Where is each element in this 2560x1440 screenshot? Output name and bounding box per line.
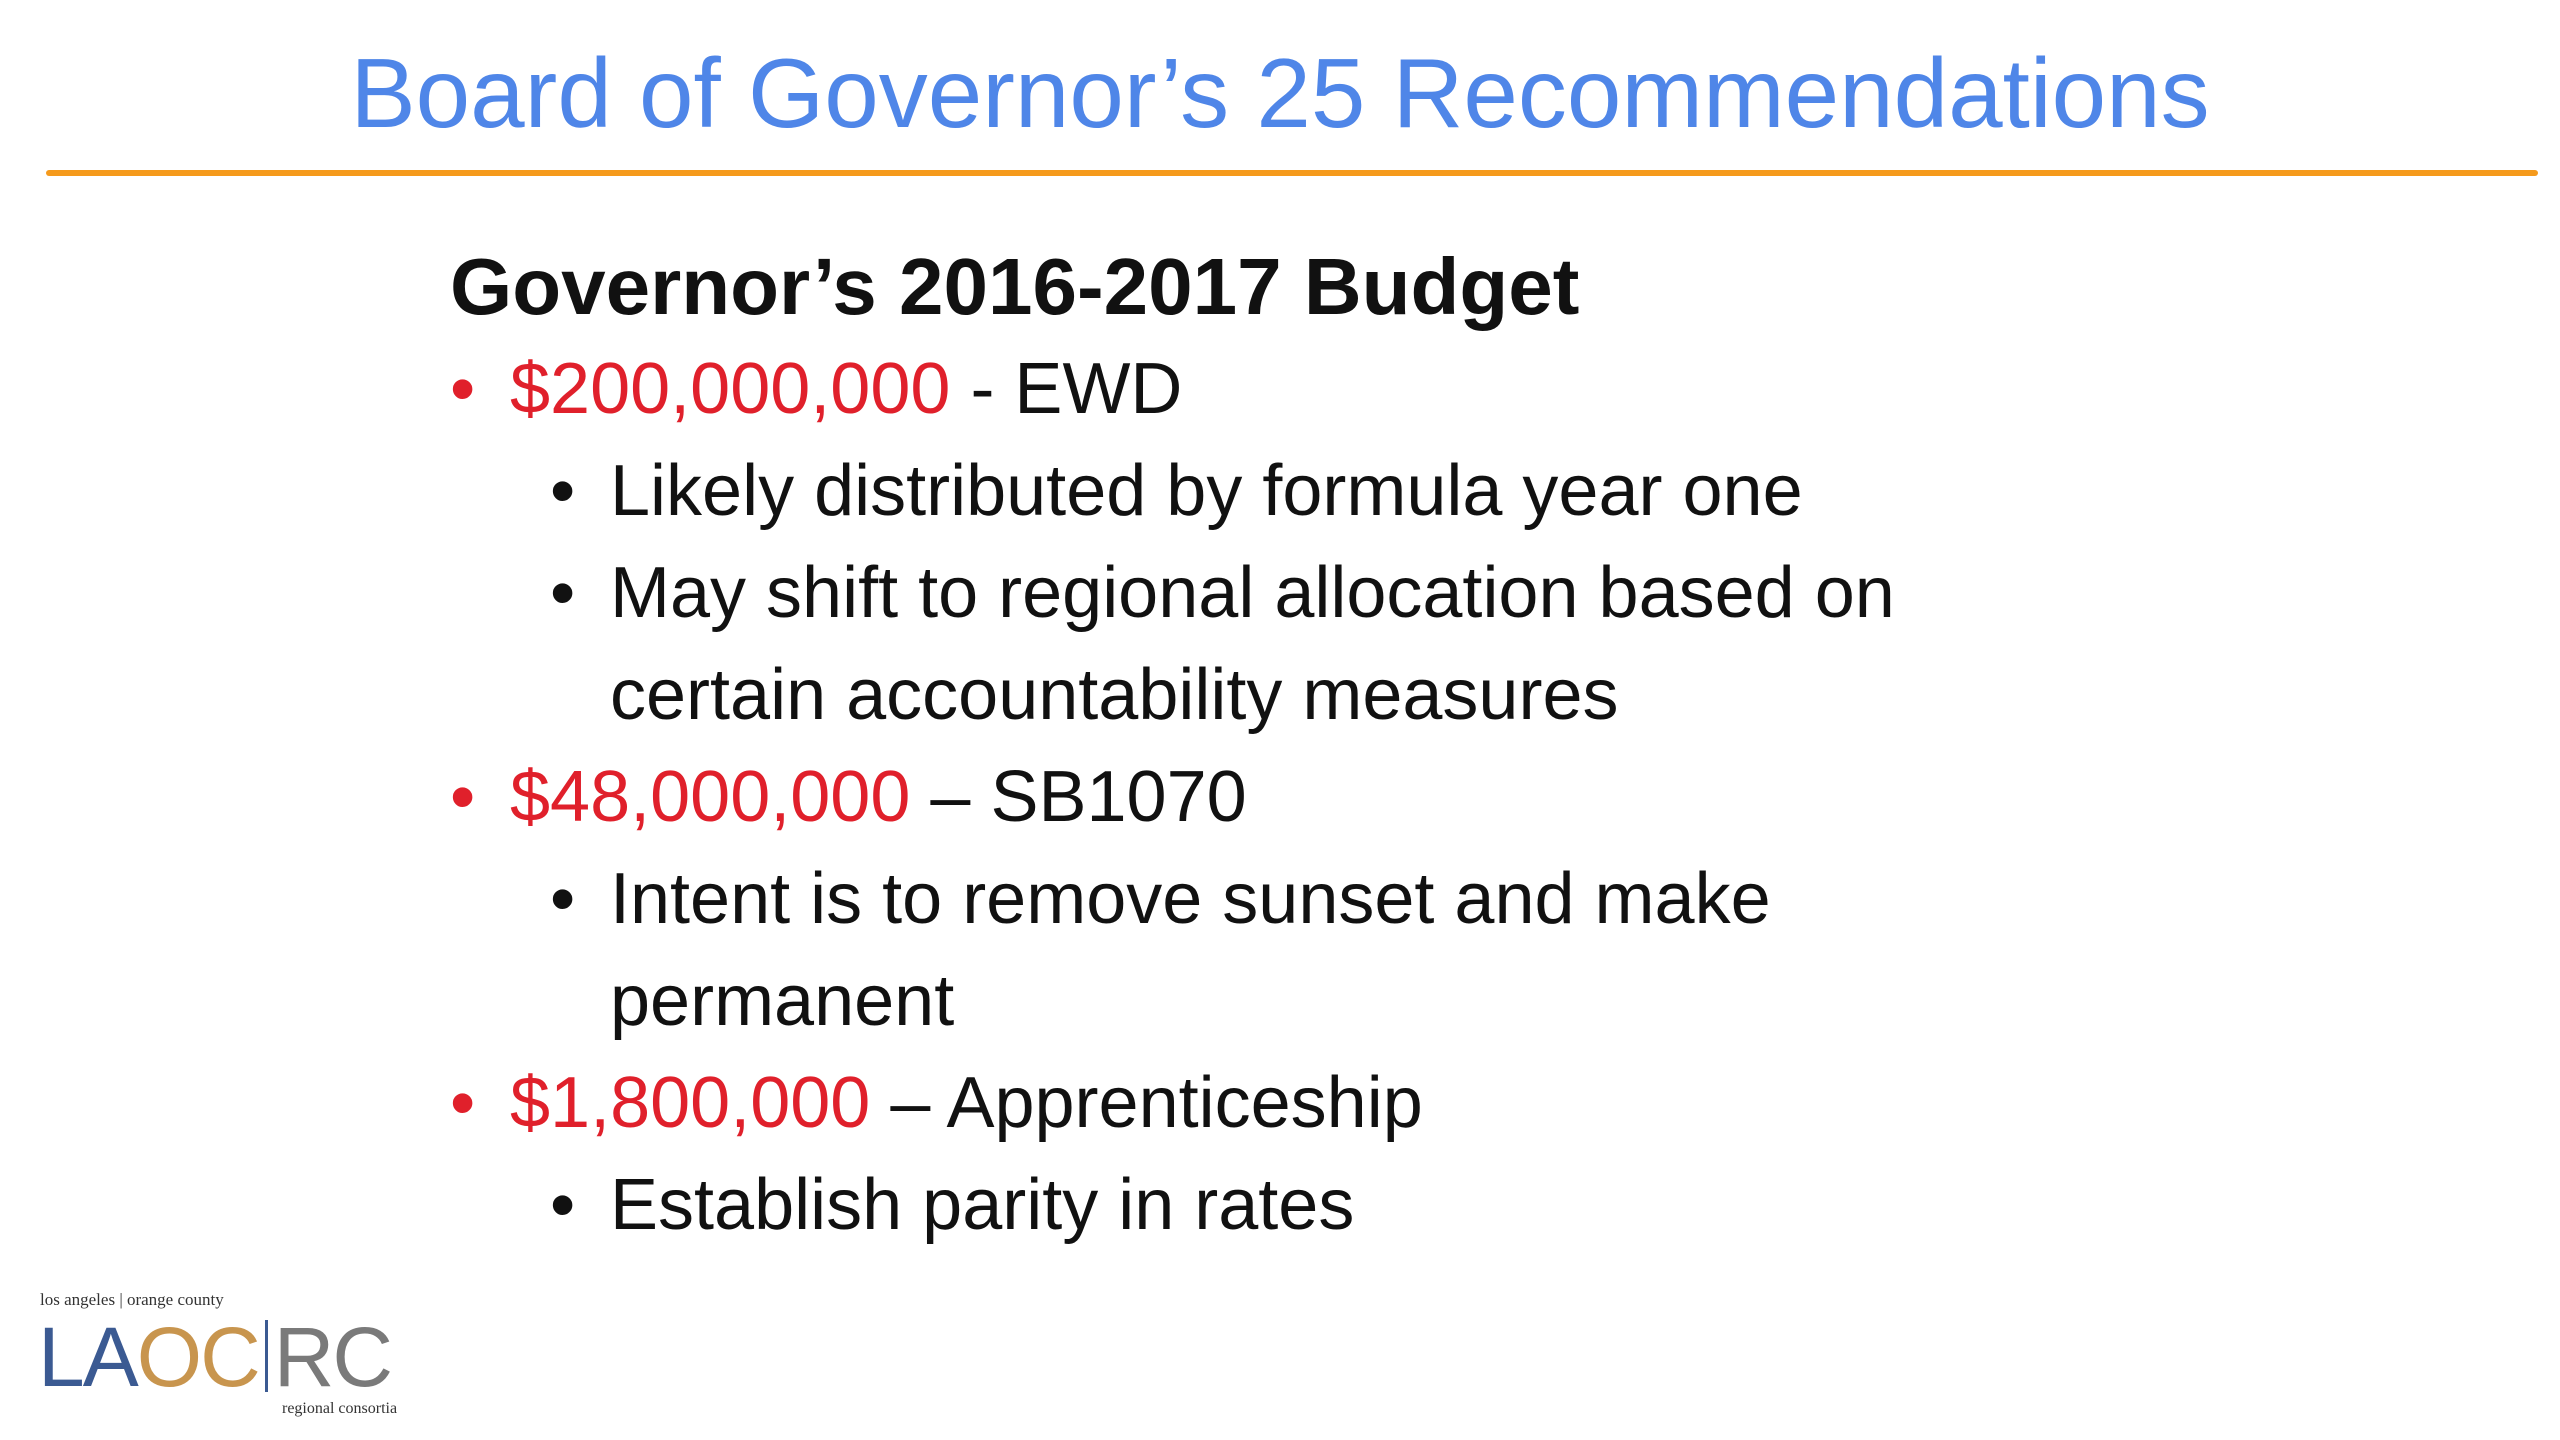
sub-bullet — [450, 1154, 2350, 1256]
laocrc-logo — [38, 1290, 438, 1420]
bullet-icon: • — [550, 1165, 576, 1245]
sub-bullet — [450, 848, 2350, 950]
sub-bullet-text: permanent — [610, 961, 955, 1041]
sub-bullet-text: Intent is to remove sunset and make — [610, 859, 1771, 939]
sub-bullet-continuation — [450, 644, 2350, 746]
bullet-icon: • — [450, 1063, 476, 1143]
sub-bullet-continuation — [450, 950, 2350, 1052]
budget-amount: $200,000,000 — [510, 349, 951, 429]
slide-content — [450, 232, 2350, 1256]
bullet-icon: • — [550, 553, 576, 633]
logo-rc: RC — [273, 1310, 392, 1404]
sub-bullet — [450, 440, 2350, 542]
logo-sub-text: regional consortia — [282, 1400, 398, 1417]
bullet-icon: • — [550, 859, 576, 939]
logo-oc: OC — [136, 1310, 259, 1404]
title-divider — [46, 170, 2538, 176]
bullet-icon: • — [450, 349, 476, 429]
budget-label: – Apprenticeship — [870, 1063, 1423, 1143]
bullet-icon: • — [550, 451, 576, 531]
logo-separator — [265, 1320, 268, 1392]
logo-la: LA — [38, 1310, 137, 1404]
sub-bullet — [450, 542, 2350, 644]
section-heading: Governor’s 2016-2017 Budget — [450, 242, 1580, 331]
budget-label: - EWD — [950, 349, 1183, 429]
sub-bullet-text: May shift to regional allocation based on — [610, 553, 1895, 633]
budget-item-ewd — [450, 338, 2350, 440]
bullet-icon: • — [450, 757, 476, 837]
budget-amount: $48,000,000 — [510, 757, 911, 837]
logo-top-text: los angeles | orange county — [40, 1290, 224, 1309]
budget-amount: $1,800,000 — [510, 1063, 871, 1143]
budget-label: – SB1070 — [910, 757, 1247, 837]
budget-item-apprenticeship — [450, 1052, 2350, 1154]
logo-wordmark — [38, 1312, 391, 1402]
slide-title: Board of Governor’s 25 Recommendations — [350, 38, 2210, 148]
budget-item-sb1070 — [450, 746, 2350, 848]
sub-bullet-text: certain accountability measures — [610, 655, 1619, 735]
sub-bullet-text: Likely distributed by formula year one — [610, 451, 1803, 531]
sub-bullet-text: Establish parity in rates — [610, 1165, 1355, 1245]
